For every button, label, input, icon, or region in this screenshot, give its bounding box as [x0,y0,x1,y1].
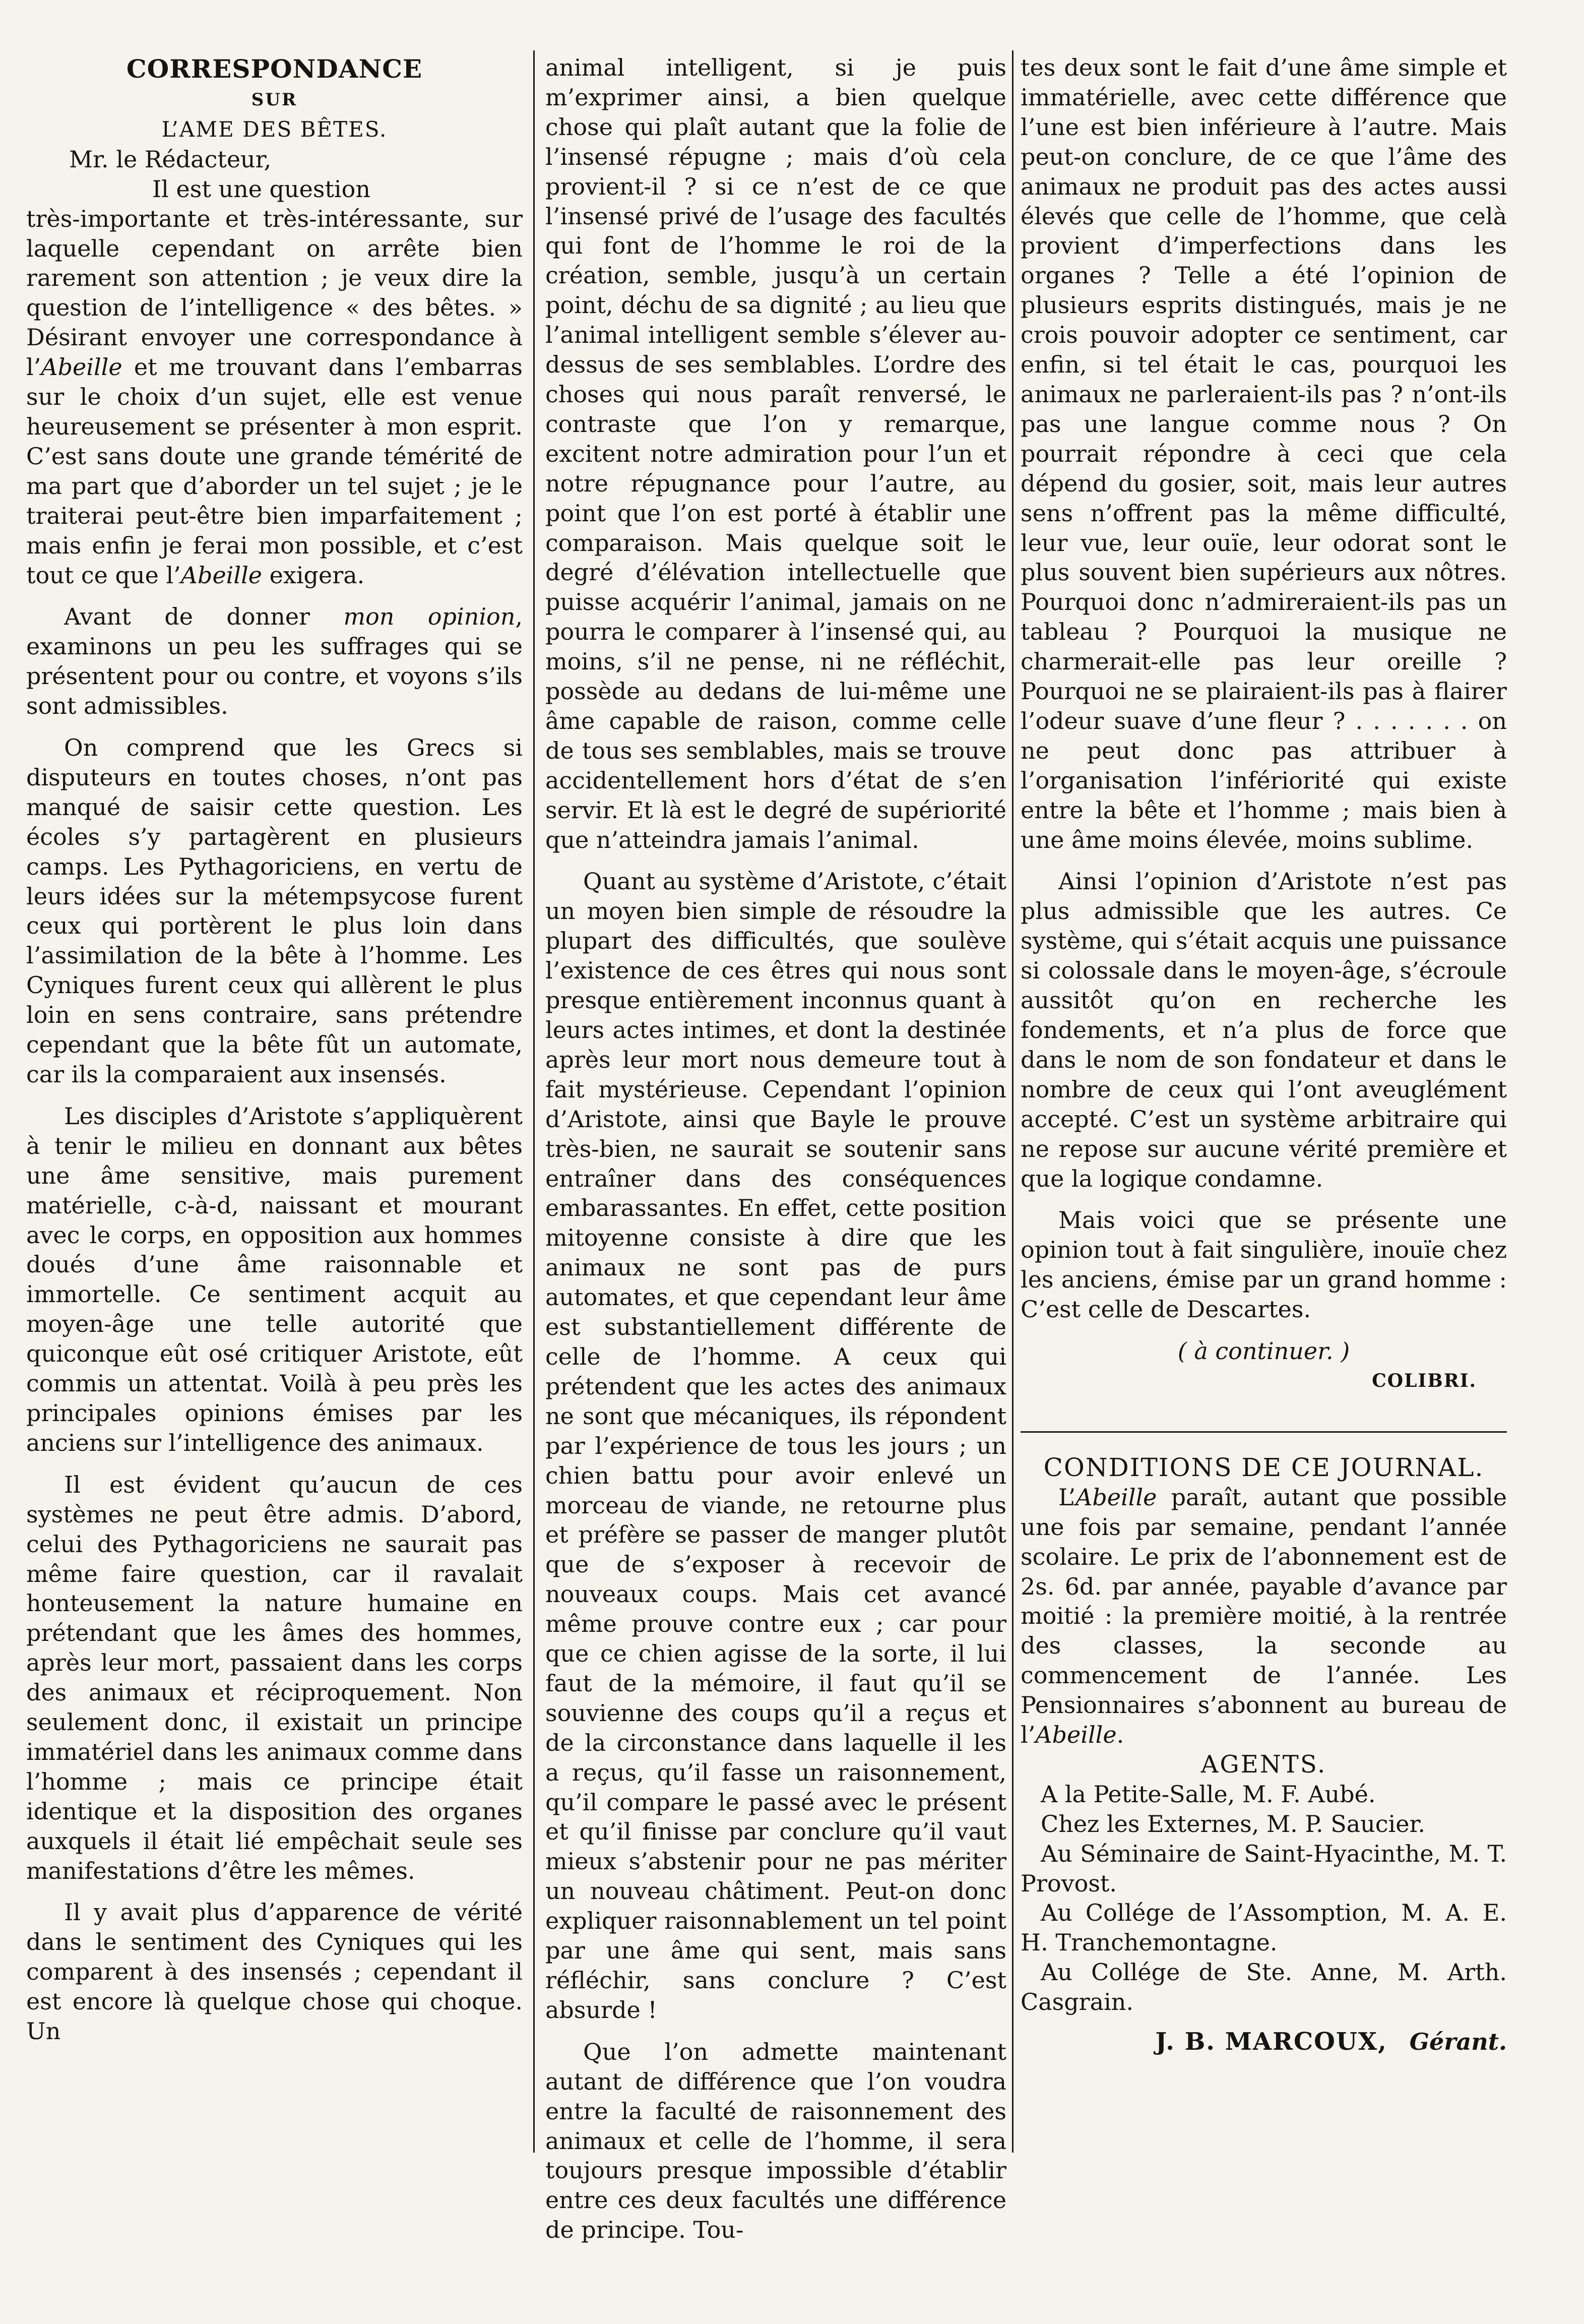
agent-entry: Au Séminaire de Saint-Hyacinthe, M. T. Provost. [1021,1840,1507,1897]
paragraph-text: exigera. [262,561,365,589]
paragraph: On comprend que les Grecs si disputeurs en toutes choses, n’ont pas manqué de saisir cette question. Les écoles s’y partagèrent en plusieurs camps. Les Pythagoriciens, en vertu de leurs idées sur la métempsycose furent ceux qui portèrent le plus loin dans l’assimilation de la bête à l’homme. Les Cyniques furent ceux qui allèrent le plus loin en sens contraire, sans prétendre cependant que la bête fût un automate, car ils la comparaient aux insensés. [26,734,523,1088]
agent-entry: Chez les Externes, M. P. Saucier. [1041,1810,1426,1838]
agent-entry: Au Collége de Ste. Anne, M. Arth. Casgrain. [1021,1959,1507,2016]
column-3 [1021,53,1507,2057]
paragraph: Il est évident qu’aucun de ces systèmes ne peut être admis. D’abord, celui des Pythagoriciens ne saurait pas même faire question, car il ravalait honteusement la nature humaine en prétendant que les âmes des hommes, après leur mort, passaient dans les corps des animaux et réciproquement. Non seulement donc, il existait un principe immatériel dans les animaux comme dans l’homme ; mais ce principe était identique et la disposition des organes auxquels il était lié empêchait seule ses manifestations d’être les mêmes. [26,1471,523,1884]
paragraph-text: très-importante et très-intéressante, sur laquelle cependant on arrête bien rarement son attention ; je veux dire la question de l’intelligence « des bêtes. » Désirant envoyer une correspondance à l’ [26,205,523,381]
agent-entry: Au Collége de l’Assomption, M. A. E. H. Tranchemontagne. [1021,1899,1507,1956]
publisher-line [1021,2027,1507,2057]
agents-title: AGENTS. [1200,1750,1327,1779]
paragraph-text: et me trouvant dans l’embarras sur le choix d’un sujet, elle est venue heureusement se présenter à mon esprit. C’est sans doute une grande témérité de ma part que d’aborder un tel sujet ; je le traiterai peut-être bien imparfaitement ; mais enfin je ferai mon possible, et c’est tout ce que l’ [26,353,523,589]
paragraph [26,174,523,590]
paragraph [26,602,523,721]
journal-name: Abeille [1075,1483,1157,1511]
publisher-role: Gérant. [1409,2028,1507,2056]
agent-entry: A la Petite-Salle, M. F. Aubé. [1041,1780,1376,1808]
emphasis-text: mon opinion [343,603,516,631]
paragraph: animal intelligent, si je puis m’exprimer ainsi, a bien quelque chose qui plaît autant que la folie de l’insensé répugne ; mais d’où cela provient-il ? si ce n’est de ce que l’insensé privé de l’usage des facultés qui font de l’homme le roi de la création, semble, jusqu’à un certain point, déchu de sa dignité ; au lieu que l’animal intelligent semble s’élever au-dessus de ses semblables. L’ordre des choses qui nous paraît renversé, le contraste que l’on y remarque, excitent notre admiration pour l’un et notre répugnance pour l’autre, au point que l’on est porté à établir une comparaison. Mais quelque soit le degré d’élévation intellectuelle que puisse acquérir l’animal, jamais on ne pourra le comparer à l’insensé qui, au moins, s’il ne pense, ni ne réfléchit, possède au dedans de lui-même une âme capable de raison, comme celle de tous ses semblables, mais se trouve accidentellement hors d’état de s’en servir. Et là est le degré de supériorité que n’atteindra jamais l’animal. [545,54,1006,853]
paragraph-text: Avant de donner [64,603,344,631]
salutation: Mr. le Rédacteur, [69,145,272,173]
paragraph: Les disciples d’Aristote s’appliquèrent à tenir le milieu en donnant aux bêtes une âme sensitive, mais purement matérielle, c-à-d, naissant et mourant avec le corps, en opposition aux hommes doués d’une âme raisonnable et immortelle. Ce sentiment acquit au moyen-âge une telle autorité que quiconque eût osé critiquer Aristote, eût commis un attentat. Voilà à peu près les principales opinions émises par les anciens sur l’intelligence des animaux. [26,1102,523,1456]
conditions-text [1021,1483,1507,1750]
paragraph: Il y avait plus d’apparence de vérité dans le sentiment des Cyniques qui les comparent à des insensés ; cependant il est encore là quelque chose qui choque. Un [26,1899,523,2045]
paragraph-opening-line: Il est une question [152,175,370,203]
paragraph: Quant au système d’Aristote, c’était un moyen bien simple de résoudre la plupart des difficultés, que soulève l’existence de ces êtres qui nous sont presque entièrement inconnus quant à leurs actes intimes, et dont la destinée après leur mort nous demeure tout à fait mystérieuse. Cependant l’opinion d’Aristote, ainsi que Bayle le prouve très-bien, ne saurait se soutenir sans entraîner dans des conséquences embarassantes. En effet, cette position mitoyenne consiste à dire que les animaux ne sont pas de purs automates, et que cependant leur âme est substantiellement différente de celle de l’homme. A ceux qui prétendent que les actes des animaux ne sont que mécaniques, ils répondent par l’expérience de tous les jours ; un chien battu pour avoir enlevé un morceau de viande, ne retourne plus et préfère se passer de manger plutôt que de s’exposer à recevoir de nouveaux coups. Mais cet avancé même prouve contre eux ; car pour que ce chien agisse de la sorte, il lui faut de la mémoire, il faut qu’il se souvienne des coups qu’il a reçus et de la circonstance dans laquelle il les a reçus, qu’il fasse un raisonnement, qu’il compare le passé avec le présent et qu’il finisse par conclure qu’il vaut mieux s’abstenir pour ne pas mériter un nouveau châtiment. Peut-on donc expliquer raisonnablement un tel point par une âme qui sent, mais sans réfléchir, sans conclure ? C’est absurde ! [545,868,1006,2024]
paragraph: Que l’on admette maintenant autant de différence que l’on voudra entre la faculté de raisonnement des animaux et celle de l’homme, il sera toujours presque impossible d’établir entre ces deux facultés une différence de principe. Tou- [545,2038,1006,2244]
paragraph: Mais voici que se présente une opinion tout à fait singulière, inouïe chez les anciens, émise par un grand homme : C’est celle de Descartes. [1021,1206,1507,1323]
paragraph-text: , examinons un peu les suffrages qui se présentent pour ou contre, et voyons s’ils sont admissibles. [26,603,523,720]
paragraph: Ainsi l’opinion d’Aristote n’est pas plus admissible que les autres. Ce système, qui s’était acquis une puissance si colossale dans le moyen-âge, s’écroule aussitôt qu’on en recherche les fondements, et n’a plus de force que dans le nom de son fondateur et dans le nombre de ceux qui l’ont aveuglément accepté. C’est un système arbitraire qui ne repose sur aucune vérité première et que la logique condamne. [1021,868,1507,1192]
signature: COLIBRI. [1372,1370,1477,1391]
paragraph-text: paraît, autant que possible une fois par semaine, pendant l’année scolaire. Le prix de l’abonnement est de 2s. 6d. par année, payable d’avance par moitié : la première moitié, à la rentrée des classes, la seconde au commencement de l’année. Les Pensionnaires s’abonnent au bureau de l’ [1021,1483,1507,1749]
to-be-continued: ( à continuer. ) [1177,1337,1350,1365]
column-rule-right [1012,50,1013,2153]
paragraph-text: L’ [1058,1483,1076,1511]
article-subject: L’AME DES BÊTES. [161,116,388,142]
article-title-sur: SUR [251,90,298,110]
publisher-name: J. B. MARCOUX, [1155,2028,1387,2056]
section-divider [1021,1431,1507,1433]
conditions-title: CONDITIONS DE CE JOURNAL. [1043,1452,1484,1482]
journal-name: Abeille [180,561,263,589]
article-title: CORRESPONDANCE [126,54,423,84]
paragraph: tes deux sont le fait d’une âme simple et immatérielle, avec cette différence que l’une est bien inférieure à l’autre. Mais peut-on conclure, de ce que l’âme des animaux ne produit pas des actes aussi élevés que celle de l’homme, que celà provient d’imperfections dans les organes ? Telle a été l’opinion de plusieurs esprits distingués, mais je ne crois pouvoir adopter ce sentiment, car enfin, si tel était le cas, pourquoi les animaux ne parleraient-ils pas ? n’ont-ils pas une langue comme nous ? On pourrait répondre à ceci que cela dépend du gosier, soit, mais leur autres sens n’offrent pas la même difficulté, leur vue, leur ouïe, leur odorat sont le plus souvent bien supérieurs aux nôtres. Pourquoi donc n’admireraient-ils pas un tableau ? Pourquoi la musique ne charmerait-elle pas leur oreille ? Pourquoi ne se plairaient-ils pas à flairer l’odeur suave d’une fleur ? . . . . . . . on ne peut donc pas attribuer à l’organisation l’infériorité qui existe entre la bête et l’homme ; mais bien à une âme moins élevée, moins sublime. [1021,54,1507,853]
column-2 [545,53,1006,2245]
column-1 [26,53,523,2046]
journal-name: Abeille [1035,1721,1117,1749]
column-rule-left [533,50,535,2153]
paragraph-text: . [1116,1721,1124,1749]
journal-name: Abeille [41,353,122,381]
